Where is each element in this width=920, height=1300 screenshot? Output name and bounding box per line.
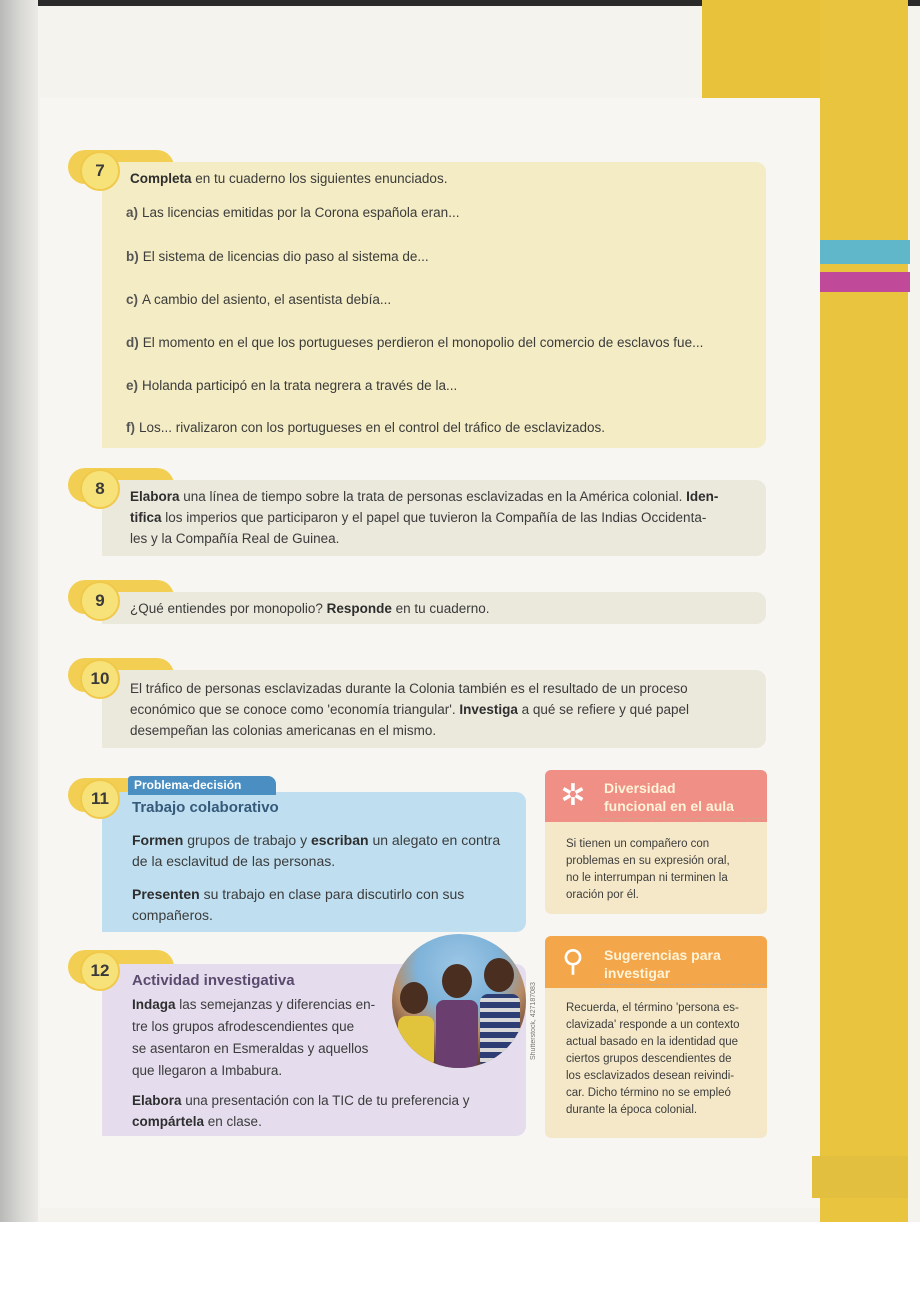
activity-8-line-3: les y la Compañía Real de Guinea. <box>130 531 340 546</box>
activity-7-number: 7 <box>80 151 120 191</box>
activity-8-number: 8 <box>80 469 120 509</box>
page-number-tab <box>812 1156 908 1198</box>
diversidad-divider <box>600 818 765 819</box>
sugerencias-line-7: durante la época colonial. <box>566 1104 698 1116</box>
diversidad-line-3: no le interrumpan ni terminen la <box>566 872 728 884</box>
activity-12-p1-line-3: se asentaron en Esmeraldas y aquellos <box>132 1041 369 1056</box>
activity-9-number: 9 <box>80 581 120 621</box>
asterisk-icon: ✲ <box>560 779 586 812</box>
activity-12-p2-line-1: Elabora una presentación con la TIC de tu preferencia y <box>132 1093 470 1108</box>
magenta-marker <box>820 272 910 292</box>
activity-10-line-3: desempeñan las colonias americanas en el mismo. <box>130 723 437 738</box>
right-gold-margin <box>820 0 908 1222</box>
binding-gutter <box>0 0 38 1222</box>
activity-12-title: Actividad investigativa <box>132 972 295 989</box>
diversidad-line-2: problemas en su expresión oral, <box>566 855 730 867</box>
teal-marker <box>820 240 910 264</box>
diversidad-line-1: Si tienen un compañero con <box>566 838 710 850</box>
activity-11-p1-line-1: Formen grupos de trabajo y escriban un alegato en contra <box>132 832 501 848</box>
activity-7-intro: Completa en tu cuaderno los siguientes enunciados. <box>130 171 448 186</box>
sugerencias-line-5: los esclavizados desean reivindi- <box>566 1070 735 1082</box>
sugerencias-line-1: Recuerda, el término 'persona es- <box>566 1002 739 1014</box>
diversidad-title-1: Diversidad <box>604 780 676 796</box>
activity-12-number: 12 <box>80 951 120 991</box>
activity-7-item-e: e) Holanda participó en la trata negrera a través de la... <box>126 378 458 393</box>
activity-7-item-c: c) A cambio del asiento, el asentista debía... <box>126 292 392 307</box>
activity-11-p2-line-2: compañeros. <box>132 907 213 923</box>
activity-12-p1-line-2: tre los grupos afrodescendientes que <box>132 1019 355 1034</box>
sugerencias-line-2: clavizada' responde a un contexto <box>566 1019 740 1031</box>
activity-8-line-1: Elabora una línea de tiempo sobre la trata de personas esclavizadas en la América colonial. Iden- <box>130 489 719 504</box>
activity-10-line-1: El tráfico de personas esclavizadas durante la Colonia también es el resultado de un proceso <box>130 681 688 696</box>
activity-7-item-a: a) Las licencias emitidas por la Corona española eran... <box>126 205 460 220</box>
activity-12-p1-line-4: que llegaron a Imbabura. <box>132 1063 283 1078</box>
sugerencias-divider <box>600 984 765 985</box>
activity-7-item-b: b) El sistema de licencias dio paso al sistema de... <box>126 249 429 264</box>
sugerencias-line-3: actual basado en la identidad que <box>566 1036 739 1048</box>
activity-11-p2-line-1: Presenten su trabajo en clase para discutirlo con sus <box>132 886 465 902</box>
sugerencias-title-1: Sugerencias para <box>604 947 721 963</box>
activity-9-text: ¿Qué entiendes por monopolio? Responde en tu cuaderno. <box>130 601 490 616</box>
children-photo <box>392 934 526 1068</box>
sugerencias-title-2: investigar <box>604 965 671 981</box>
photo-credit: Shutterstock, 427187083 <box>530 982 537 1060</box>
problema-decision-tag: Problema-decisión <box>128 776 276 795</box>
activity-12-p1-line-1: Indaga las semejanzas y diferencias en- <box>132 997 376 1012</box>
activity-10-line-2: económico que se conoce como 'economía triangular'. Investiga a qué se refiere y qué papel <box>130 702 689 717</box>
sugerencias-line-4: ciertos grupos descendientes de <box>566 1053 732 1065</box>
activity-12-p2-line-2: compártela en clase. <box>132 1114 262 1129</box>
sugerencias-line-6: car. Dicho término no se empleó <box>566 1087 731 1099</box>
diversidad-title-2: funcional en el aula <box>604 798 734 814</box>
activity-7-item-d: d) El momento en el que los portugueses perdieron el monopolio del comercio de esclavos fue... <box>126 335 704 350</box>
diversidad-line-4: oración por él. <box>566 889 639 901</box>
activity-10-number: 10 <box>80 659 120 699</box>
activity-11-title: Trabajo colaborativo <box>132 799 279 816</box>
magnifier-icon: ⚲ <box>562 945 584 978</box>
activity-11-p1-line-2: de la esclavitud de las personas. <box>132 853 336 869</box>
activity-7-item-f: f) Los... rivalizaron con los portugueses en el control del tráfico de esclavizados. <box>126 420 606 435</box>
activity-11-number: 11 <box>80 779 120 819</box>
activity-8-line-2: tifica los imperios que participaron y el papel que tuvieron la Compañía de las Indias Occidenta- <box>130 510 707 525</box>
